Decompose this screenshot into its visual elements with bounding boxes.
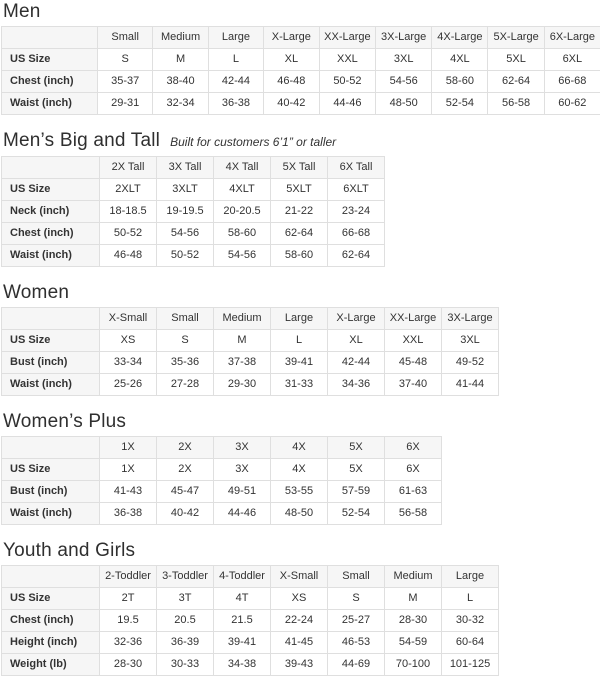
column-header: Small	[157, 308, 214, 330]
header-row	[2, 157, 385, 179]
column-header: Medium	[214, 308, 271, 330]
column-header: Large	[271, 308, 328, 330]
size-chart-section	[1, 283, 600, 396]
data-cell: M	[385, 588, 442, 610]
data-cell: 58-60	[432, 71, 488, 93]
row-label: Weight (lb)	[2, 654, 100, 676]
data-cell: 35-36	[157, 352, 214, 374]
table-row	[2, 588, 499, 610]
table-row	[2, 503, 442, 525]
data-cell: 39-41	[214, 632, 271, 654]
data-cell: 58-60	[214, 223, 271, 245]
data-cell: 70-100	[385, 654, 442, 676]
column-header: 5X Tall	[271, 157, 328, 179]
data-cell: M	[153, 49, 209, 71]
row-label: Bust (inch)	[2, 481, 100, 503]
column-header: 4X	[271, 437, 328, 459]
data-cell: 48-50	[271, 503, 328, 525]
corner-cell	[2, 437, 100, 459]
data-cell: 42-44	[208, 71, 263, 93]
data-cell: 37-38	[214, 352, 271, 374]
table-row	[2, 93, 600, 115]
data-cell: 2T	[100, 588, 157, 610]
column-header: 4X Tall	[214, 157, 271, 179]
section-title-text: Youth and Girls	[3, 540, 136, 561]
data-cell: 36-38	[208, 93, 263, 115]
size-chart-section	[1, 541, 600, 676]
size-chart-section	[1, 131, 600, 267]
data-cell: 54-56	[214, 245, 271, 267]
data-cell: L	[442, 588, 499, 610]
data-cell: 3XLT	[157, 179, 214, 201]
data-cell: 3T	[157, 588, 214, 610]
column-header: 3-Toddler	[157, 566, 214, 588]
data-cell: 38-40	[153, 71, 209, 93]
data-cell: 58-60	[271, 245, 328, 267]
data-cell: 3XL	[442, 330, 499, 352]
data-cell: 52-54	[328, 503, 385, 525]
row-label: Chest (inch)	[2, 223, 100, 245]
column-header: X-Small	[100, 308, 157, 330]
size-chart-section	[1, 412, 600, 525]
data-cell: 44-46	[319, 93, 375, 115]
column-header: Large	[442, 566, 499, 588]
table-row	[2, 481, 442, 503]
data-cell: XS	[100, 330, 157, 352]
row-label: Waist (inch)	[2, 374, 100, 396]
data-cell: 35-37	[98, 71, 153, 93]
data-cell: 50-52	[100, 223, 157, 245]
column-header: XX-Large	[319, 27, 375, 49]
data-cell: 28-30	[100, 654, 157, 676]
data-cell: 25-27	[328, 610, 385, 632]
column-header: 3X Tall	[157, 157, 214, 179]
section-title-text: Women	[3, 282, 70, 303]
data-cell: 50-52	[319, 71, 375, 93]
data-cell: 56-58	[385, 503, 442, 525]
data-cell: 36-38	[100, 503, 157, 525]
section-subtitle: Built for customers 6’1” or taller	[170, 135, 337, 149]
data-cell: 50-52	[157, 245, 214, 267]
size-chart-section	[1, 2, 600, 115]
data-cell: 6XLT	[328, 179, 385, 201]
size-table	[1, 26, 600, 115]
row-label: US Size	[2, 330, 100, 352]
data-cell: 25-26	[100, 374, 157, 396]
section-title	[3, 541, 600, 561]
header-row	[2, 437, 442, 459]
column-header: Medium	[385, 566, 442, 588]
data-cell: 22-24	[271, 610, 328, 632]
data-cell: 30-32	[442, 610, 499, 632]
header-row	[2, 566, 499, 588]
column-header: Large	[208, 27, 263, 49]
column-header: 5X	[328, 437, 385, 459]
data-cell: S	[328, 588, 385, 610]
column-header: 5X-Large	[488, 27, 544, 49]
data-cell: 62-64	[328, 245, 385, 267]
section-title-text: Men	[3, 1, 41, 22]
column-header: 4-Toddler	[214, 566, 271, 588]
section-title	[3, 283, 600, 303]
header-row	[2, 308, 499, 330]
column-header: Small	[328, 566, 385, 588]
column-header: 3X-Large	[442, 308, 499, 330]
data-cell: 6XL	[544, 49, 600, 71]
data-cell: 1X	[100, 459, 157, 481]
data-cell: 36-39	[157, 632, 214, 654]
data-cell: 101-125	[442, 654, 499, 676]
column-header: 2X Tall	[100, 157, 157, 179]
data-cell: 41-45	[271, 632, 328, 654]
data-cell: XL	[263, 49, 319, 71]
data-cell: 34-38	[214, 654, 271, 676]
corner-cell	[2, 308, 100, 330]
data-cell: 18-18.5	[100, 201, 157, 223]
column-header: 3X	[214, 437, 271, 459]
data-cell: 45-48	[385, 352, 442, 374]
data-cell: 45-47	[157, 481, 214, 503]
table-row	[2, 49, 600, 71]
data-cell: 28-30	[385, 610, 442, 632]
row-label: Waist (inch)	[2, 245, 100, 267]
data-cell: 62-64	[488, 71, 544, 93]
data-cell: 46-48	[263, 71, 319, 93]
column-header: 2X	[157, 437, 214, 459]
data-cell: S	[98, 49, 153, 71]
column-header: 3X-Large	[376, 27, 432, 49]
row-label: Waist (inch)	[2, 503, 100, 525]
corner-cell	[2, 157, 100, 179]
data-cell: 2XLT	[100, 179, 157, 201]
row-label: US Size	[2, 49, 98, 71]
data-cell: M	[214, 330, 271, 352]
data-cell: 54-56	[157, 223, 214, 245]
data-cell: 4T	[214, 588, 271, 610]
data-cell: 27-28	[157, 374, 214, 396]
row-label: Bust (inch)	[2, 352, 100, 374]
size-table	[1, 307, 499, 396]
data-cell: 32-36	[100, 632, 157, 654]
table-row	[2, 654, 499, 676]
column-header: 6X	[385, 437, 442, 459]
data-cell: XXL	[385, 330, 442, 352]
table-row	[2, 223, 385, 245]
row-label: US Size	[2, 459, 100, 481]
column-header: 6X Tall	[328, 157, 385, 179]
column-header: X-Large	[328, 308, 385, 330]
data-cell: 29-31	[98, 93, 153, 115]
size-table	[1, 565, 499, 676]
column-header: XX-Large	[385, 308, 442, 330]
data-cell: 57-59	[328, 481, 385, 503]
row-label: Waist (inch)	[2, 93, 98, 115]
table-row	[2, 610, 499, 632]
column-header: 2-Toddler	[100, 566, 157, 588]
data-cell: L	[208, 49, 263, 71]
table-row	[2, 245, 385, 267]
data-cell: 29-30	[214, 374, 271, 396]
data-cell: 33-34	[100, 352, 157, 374]
data-cell: 52-54	[432, 93, 488, 115]
data-cell: 31-33	[271, 374, 328, 396]
row-label: Height (inch)	[2, 632, 100, 654]
data-cell: 60-64	[442, 632, 499, 654]
data-cell: 44-46	[214, 503, 271, 525]
data-cell: 60-62	[544, 93, 600, 115]
data-cell: 20-20.5	[214, 201, 271, 223]
data-cell: 42-44	[328, 352, 385, 374]
data-cell: 49-51	[214, 481, 271, 503]
data-cell: 49-52	[442, 352, 499, 374]
data-cell: 21.5	[214, 610, 271, 632]
row-label: Chest (inch)	[2, 610, 100, 632]
table-row	[2, 330, 499, 352]
data-cell: 5XL	[488, 49, 544, 71]
data-cell: 37-40	[385, 374, 442, 396]
data-cell: 61-63	[385, 481, 442, 503]
section-title	[3, 412, 600, 432]
header-row	[2, 27, 600, 49]
data-cell: 5X	[328, 459, 385, 481]
table-row	[2, 459, 442, 481]
data-cell: 6X	[385, 459, 442, 481]
data-cell: 39-41	[271, 352, 328, 374]
table-row	[2, 374, 499, 396]
data-cell: 4XLT	[214, 179, 271, 201]
column-header: Medium	[153, 27, 209, 49]
data-cell: 5XLT	[271, 179, 328, 201]
data-cell: 54-56	[376, 71, 432, 93]
data-cell: 2X	[157, 459, 214, 481]
data-cell: 34-36	[328, 374, 385, 396]
data-cell: 40-42	[157, 503, 214, 525]
data-cell: 19.5	[100, 610, 157, 632]
column-header: 4X-Large	[432, 27, 488, 49]
column-header: 1X	[100, 437, 157, 459]
data-cell: 20.5	[157, 610, 214, 632]
corner-cell	[2, 566, 100, 588]
data-cell: 66-68	[328, 223, 385, 245]
table-row	[2, 352, 499, 374]
data-cell: 3X	[214, 459, 271, 481]
data-cell: 21-22	[271, 201, 328, 223]
data-cell: 46-53	[328, 632, 385, 654]
table-row	[2, 179, 385, 201]
table-row	[2, 201, 385, 223]
section-title	[3, 131, 600, 152]
data-cell: S	[157, 330, 214, 352]
section-title	[3, 2, 600, 22]
size-table	[1, 436, 442, 525]
table-row	[2, 632, 499, 654]
data-cell: 30-33	[157, 654, 214, 676]
corner-cell	[2, 27, 98, 49]
data-cell: 32-34	[153, 93, 209, 115]
table-row	[2, 71, 600, 93]
data-cell: 4X	[271, 459, 328, 481]
data-cell: XXL	[319, 49, 375, 71]
column-header: X-Small	[271, 566, 328, 588]
data-cell: XS	[271, 588, 328, 610]
data-cell: 39-43	[271, 654, 328, 676]
data-cell: 46-48	[100, 245, 157, 267]
data-cell: 23-24	[328, 201, 385, 223]
data-cell: XL	[328, 330, 385, 352]
column-header: X-Large	[263, 27, 319, 49]
section-title-text: Women’s Plus	[3, 411, 127, 432]
data-cell: 40-42	[263, 93, 319, 115]
column-header: Small	[98, 27, 153, 49]
row-label: Neck (inch)	[2, 201, 100, 223]
size-table	[1, 156, 385, 267]
data-cell: 48-50	[376, 93, 432, 115]
data-cell: 4XL	[432, 49, 488, 71]
column-header: 6X-Large	[544, 27, 600, 49]
data-cell: 41-43	[100, 481, 157, 503]
row-label: Chest (inch)	[2, 71, 98, 93]
data-cell: 62-64	[271, 223, 328, 245]
data-cell: 44-69	[328, 654, 385, 676]
data-cell: 53-55	[271, 481, 328, 503]
data-cell: 41-44	[442, 374, 499, 396]
row-label: US Size	[2, 588, 100, 610]
data-cell: 66-68	[544, 71, 600, 93]
data-cell: 19-19.5	[157, 201, 214, 223]
data-cell: 3XL	[376, 49, 432, 71]
data-cell: 54-59	[385, 632, 442, 654]
data-cell: 56-58	[488, 93, 544, 115]
section-title-text: Men’s Big and Tall	[3, 130, 161, 151]
row-label: US Size	[2, 179, 100, 201]
data-cell: L	[271, 330, 328, 352]
